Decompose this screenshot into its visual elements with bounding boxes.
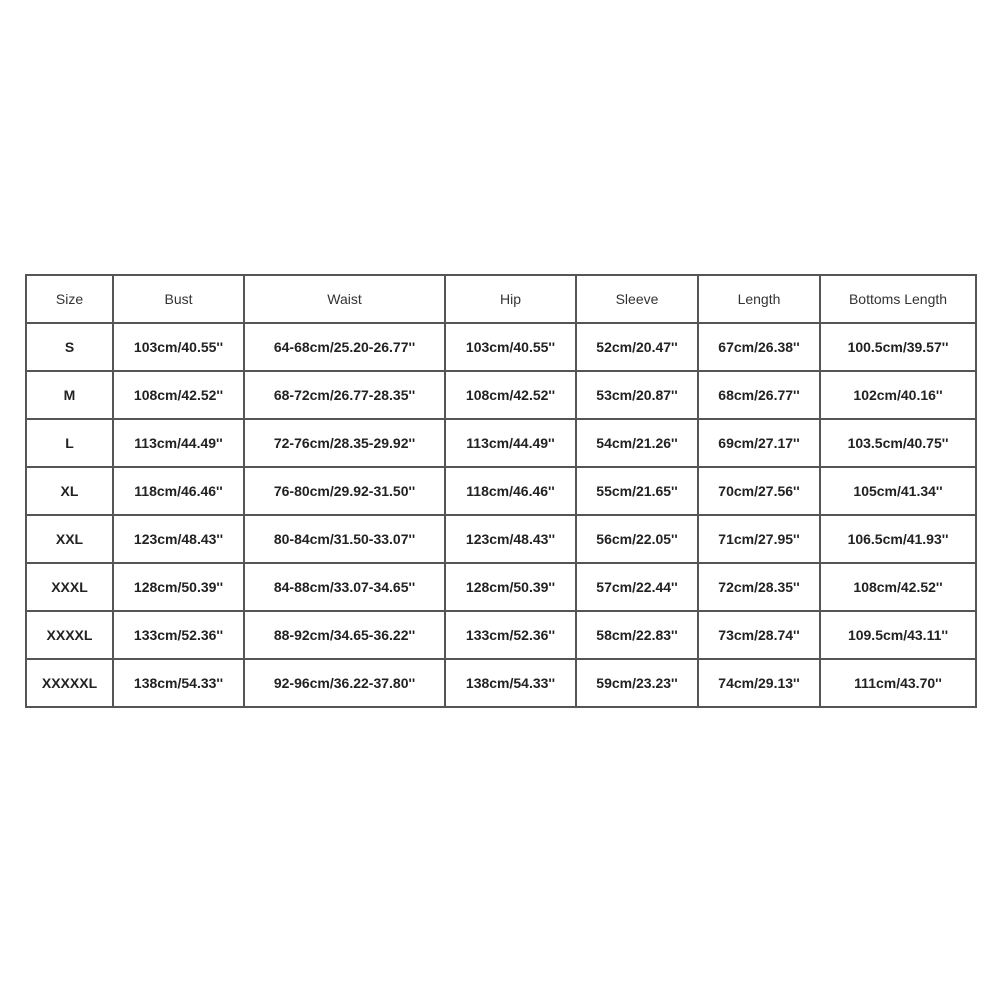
size-chart-table xyxy=(25,274,977,708)
cell-size: L xyxy=(26,419,113,467)
table-row xyxy=(26,563,976,611)
cell-length: 72cm/28.35'' xyxy=(698,563,820,611)
cell-size: XXL xyxy=(26,515,113,563)
size-chart-header xyxy=(26,275,976,323)
cell-waist: 76-80cm/29.92-31.50'' xyxy=(244,467,445,515)
cell-sleeve: 59cm/23.23'' xyxy=(576,659,698,707)
cell-hip: 103cm/40.55'' xyxy=(445,323,576,371)
table-row xyxy=(26,323,976,371)
cell-size: XXXL xyxy=(26,563,113,611)
cell-sleeve: 52cm/20.47'' xyxy=(576,323,698,371)
cell-bottoms-length: 105cm/41.34'' xyxy=(820,467,976,515)
cell-bust: 133cm/52.36'' xyxy=(113,611,244,659)
cell-sleeve: 55cm/21.65'' xyxy=(576,467,698,515)
cell-size: XXXXL xyxy=(26,611,113,659)
cell-waist: 88-92cm/34.65-36.22'' xyxy=(244,611,445,659)
cell-bottoms-length: 103.5cm/40.75'' xyxy=(820,419,976,467)
cell-waist: 84-88cm/33.07-34.65'' xyxy=(244,563,445,611)
table-row xyxy=(26,659,976,707)
cell-hip: 118cm/46.46'' xyxy=(445,467,576,515)
cell-sleeve: 57cm/22.44'' xyxy=(576,563,698,611)
cell-bust: 123cm/48.43'' xyxy=(113,515,244,563)
cell-waist: 80-84cm/31.50-33.07'' xyxy=(244,515,445,563)
cell-bust: 138cm/54.33'' xyxy=(113,659,244,707)
cell-size: S xyxy=(26,323,113,371)
header-hip: Hip xyxy=(445,275,576,323)
cell-waist: 68-72cm/26.77-28.35'' xyxy=(244,371,445,419)
cell-size: XXXXXL xyxy=(26,659,113,707)
cell-length: 73cm/28.74'' xyxy=(698,611,820,659)
cell-bust: 118cm/46.46'' xyxy=(113,467,244,515)
cell-bust: 108cm/42.52'' xyxy=(113,371,244,419)
cell-size: M xyxy=(26,371,113,419)
cell-sleeve: 54cm/21.26'' xyxy=(576,419,698,467)
cell-sleeve: 56cm/22.05'' xyxy=(576,515,698,563)
cell-bottoms-length: 108cm/42.52'' xyxy=(820,563,976,611)
header-size: Size xyxy=(26,275,113,323)
table-row xyxy=(26,611,976,659)
table-row xyxy=(26,371,976,419)
header-bust: Bust xyxy=(113,275,244,323)
table-row xyxy=(26,419,976,467)
cell-sleeve: 53cm/20.87'' xyxy=(576,371,698,419)
cell-bust: 113cm/44.49'' xyxy=(113,419,244,467)
table-row xyxy=(26,467,976,515)
cell-length: 67cm/26.38'' xyxy=(698,323,820,371)
cell-bottoms-length: 106.5cm/41.93'' xyxy=(820,515,976,563)
size-chart-body xyxy=(26,323,976,707)
header-row xyxy=(26,275,976,323)
cell-hip: 123cm/48.43'' xyxy=(445,515,576,563)
cell-sleeve: 58cm/22.83'' xyxy=(576,611,698,659)
header-bottoms-length: Bottoms Length xyxy=(820,275,976,323)
header-length: Length xyxy=(698,275,820,323)
cell-length: 68cm/26.77'' xyxy=(698,371,820,419)
cell-bottoms-length: 111cm/43.70'' xyxy=(820,659,976,707)
cell-length: 69cm/27.17'' xyxy=(698,419,820,467)
cell-hip: 128cm/50.39'' xyxy=(445,563,576,611)
header-waist: Waist xyxy=(244,275,445,323)
cell-waist: 64-68cm/25.20-26.77'' xyxy=(244,323,445,371)
cell-bottoms-length: 100.5cm/39.57'' xyxy=(820,323,976,371)
cell-waist: 72-76cm/28.35-29.92'' xyxy=(244,419,445,467)
cell-length: 71cm/27.95'' xyxy=(698,515,820,563)
cell-bust: 128cm/50.39'' xyxy=(113,563,244,611)
cell-bottoms-length: 102cm/40.16'' xyxy=(820,371,976,419)
cell-hip: 108cm/42.52'' xyxy=(445,371,576,419)
cell-hip: 113cm/44.49'' xyxy=(445,419,576,467)
header-sleeve: Sleeve xyxy=(576,275,698,323)
cell-bust: 103cm/40.55'' xyxy=(113,323,244,371)
cell-waist: 92-96cm/36.22-37.80'' xyxy=(244,659,445,707)
cell-length: 70cm/27.56'' xyxy=(698,467,820,515)
cell-bottoms-length: 109.5cm/43.11'' xyxy=(820,611,976,659)
table-row xyxy=(26,515,976,563)
cell-hip: 133cm/52.36'' xyxy=(445,611,576,659)
cell-size: XL xyxy=(26,467,113,515)
cell-hip: 138cm/54.33'' xyxy=(445,659,576,707)
cell-length: 74cm/29.13'' xyxy=(698,659,820,707)
